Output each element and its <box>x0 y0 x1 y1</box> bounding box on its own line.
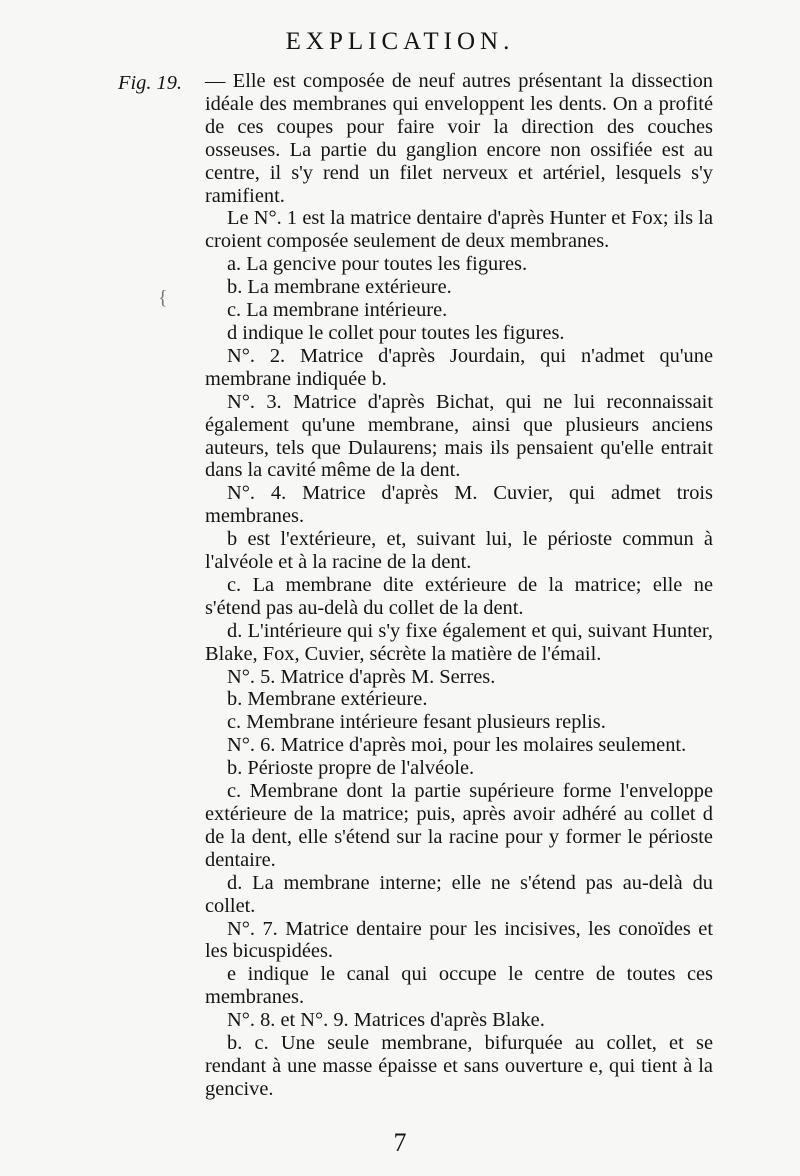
paragraph: N°. 4. Matrice d'après M. Cuvier, qui admet trois membranes. <box>205 482 713 528</box>
paragraph: b. La membrane extérieure. <box>227 276 452 299</box>
paragraph: Le N°. 1 est la matrice dentaire d'après Hunter et Fox; ils la croient composée seulement de deux membranes. <box>205 207 713 253</box>
paragraph: d. L'intérieure qui s'y fixe également et qui, suivant Hunter, Blake, Fox, Cuvier, sécrète la matière de l'émail. <box>205 619 713 665</box>
paragraph: b. Membrane extérieure. <box>227 688 428 711</box>
paragraph: c. La membrane dite extérieure de la matrice; elle ne s'étend pas au-delà du collet de la dent. <box>205 573 713 619</box>
margin-bracket-mark: { <box>158 287 168 309</box>
explanation-body <box>205 70 713 1101</box>
figure-label: Fig. 19. <box>118 72 182 94</box>
paragraph: b est l'extérieure, et, suivant lui, le périoste commun à l'alvéole et à la racine de la dent. <box>205 528 713 574</box>
paragraph: N°. 7. Matrice dentaire pour les incisives, les conoïdes et les bicuspidées. <box>205 917 713 963</box>
paragraph: b. c. Une seule membrane, bifurquée au collet, et se rendant à une masse épaisse et sans ouverture e, qui tient à la gencive. <box>205 1032 713 1100</box>
paragraph: N°. 5. Matrice d'après M. Serres. <box>227 665 496 688</box>
paragraph: c. La membrane intérieure. <box>227 299 448 322</box>
paragraph: d indique le collet pour toutes les figures. <box>227 321 565 344</box>
paragraph: c. Membrane intérieure fesant plusieurs replis. <box>227 711 606 734</box>
paragraph: N°. 8. et N°. 9. Matrices d'après Blake. <box>227 1009 545 1032</box>
paragraph: b. Périoste propre de l'alvéole. <box>227 757 475 780</box>
page-number: 7 <box>393 1128 407 1157</box>
paragraph: c. Membrane dont la partie supérieure forme l'enveloppe extérieure de la matrice; puis, après avoir adhéré au collet d de la dent, elle s'étend sur la racine pour y former le périoste dentaire. <box>205 780 713 871</box>
paragraph: e indique le canal qui occupe le centre de toutes ces membranes. <box>205 963 713 1009</box>
page-heading: EXPLICATION. <box>285 28 515 55</box>
paragraph: a. La gencive pour toutes les figures. <box>227 253 528 276</box>
paragraph: N°. 2. Matrice d'après Jourdain, qui n'admet qu'une membrane indiquée b. <box>205 344 713 390</box>
paragraph: d. La membrane interne; elle ne s'étend pas au-delà du collet. <box>205 871 713 917</box>
paragraph: N°. 6. Matrice d'après moi, pour les molaires seulement. <box>227 734 687 757</box>
paragraph: N°. 3. Matrice d'après Bichat, qui ne lui reconnaissait également qu'une membrane, ainsi que plusieurs anciens auteurs, tels que Dulaurens; mais ils pensaient qu'elle entrait dans la cavité même de la dent. <box>205 390 713 482</box>
paragraph: — Elle est composée de neuf autres présentant la dissection idéale des membranes qui enveloppent les dents. On a profité de ces coupes pour faire voir la direction des couches osseuses. La partie du ganglion encore non ossifiée est au centre, il s'y rend un filet nerveux et artériel, lesquels s'y ramifient. <box>205 70 713 207</box>
